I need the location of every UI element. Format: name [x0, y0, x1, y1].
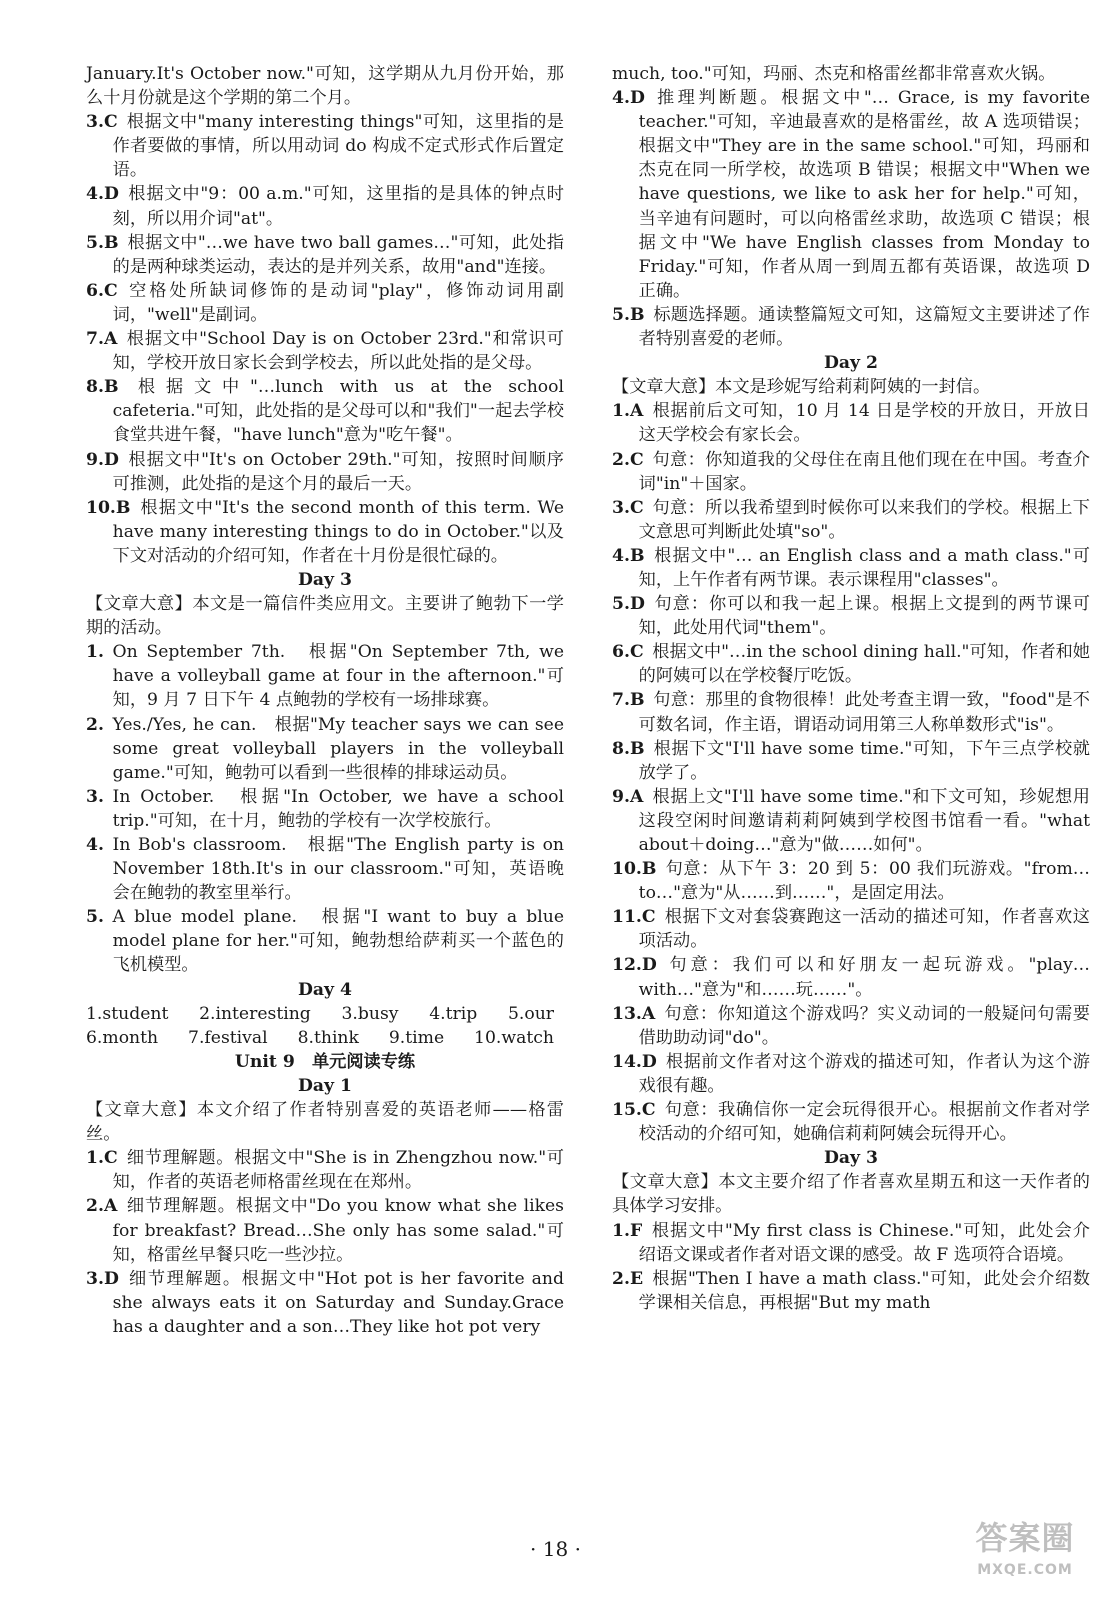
answer-number: 2.A	[86, 1196, 118, 1217]
answer-item	[612, 953, 1090, 1001]
answer-number: 9.A	[612, 786, 644, 807]
section-heading: Day 4	[298, 979, 352, 1000]
answer-text: On September 7th. 根据"On September 7th, we have a volleyball game at four in the afternoon."可知，9 月 7 日下午 4 点鲍勃的学校有一场排球赛。	[112, 642, 564, 711]
answer-text: 细节理解题。根据文中"Hot pot is her favorite and she always eats it on Saturday and Sunday.Grace has a daughter and a son…They like hot pot very	[112, 1268, 564, 1337]
answer-item	[86, 375, 564, 447]
word-answer: 9.time	[388, 1027, 445, 1048]
answer-text: 根据文中"School Day is on October 23rd."和常识可知，学校开放日家长会到学校去，所以此处指的是父母。	[112, 329, 564, 374]
answer-item	[86, 327, 564, 375]
paragraph: 【文章大意】本文主要介绍了作者喜欢星期五和这一天作者的具体学习安排。	[612, 1172, 1090, 1217]
answer-item	[612, 448, 1090, 496]
answer-item	[612, 688, 1090, 736]
answer-number: 8.B	[86, 377, 119, 398]
answer-item	[612, 737, 1090, 785]
answer-text: 根据文中"…we have two ball games…"可知，此处指的是两种球类运动，表达的是并列关系，故用"and"连接。	[112, 232, 564, 277]
paragraph: 【文章大意】本文是一篇信件类应用文。主要讲了鲍勃下一学期的活动。	[86, 594, 564, 639]
word-answers-row	[86, 1026, 564, 1050]
watermark-logo	[955, 1515, 1095, 1593]
answer-number: 5.	[86, 907, 104, 928]
answer-text: 句意：从下午 3：20 到 5：00 我们玩游戏。"from…to…"意为"从……到……"，是固定用法。	[638, 859, 1090, 904]
answer-text: 细节理解题。根据文中"Do you know what she likes for breakfast? Bread…She only has some salad."可知，格雷丝早餐只吃一些沙拉。	[112, 1196, 564, 1265]
answer-number: 13.A	[612, 1003, 656, 1024]
answer-item	[86, 496, 564, 568]
page-number: · 18 ·	[530, 1537, 581, 1561]
answer-item	[612, 1050, 1090, 1098]
answer-item	[612, 785, 1090, 857]
answer-number: 6.C	[86, 280, 118, 301]
answer-item	[612, 640, 1090, 688]
answer-number: 7.B	[612, 690, 645, 711]
answer-number: 1.A	[612, 401, 644, 422]
answer-text: 根据前文作者对这个游戏的描述可知，作者认为这个游戏很有趣。	[638, 1051, 1090, 1096]
answer-item	[612, 1267, 1090, 1315]
answer-item	[86, 448, 564, 496]
paragraph: much, too."可知，玛丽、杰克和格雷丝都非常喜欢火锅。	[612, 64, 1056, 84]
answer-item	[612, 399, 1090, 447]
word-answer: 5.our	[507, 1003, 554, 1024]
answer-number: 4.	[86, 835, 104, 855]
answer-number: 2.C	[612, 449, 644, 470]
answer-text: 句意：你可以和我一起上课。根据上文提到的两节课可知，此处用代词"them"。	[638, 594, 1090, 639]
paragraph: January.It's October now."可知，这学期从九月份开始，那么十月份就是这个学期的第二个月。	[86, 64, 564, 109]
answer-number: 2.E	[612, 1268, 644, 1289]
answer-item	[86, 279, 564, 327]
answer-item	[612, 1219, 1090, 1267]
answer-number: 15.C	[612, 1100, 656, 1121]
answer-item	[612, 592, 1090, 640]
answer-text: 根据文中"9：00 a.m."可知，这里指的是具体的钟点时刻，所以用介词"at"。	[112, 184, 564, 229]
answer-number: 1.C	[86, 1148, 118, 1169]
answer-number: 7.A	[86, 329, 118, 350]
section-heading: Unit 9 单元阅读专练	[234, 1051, 416, 1072]
answer-text: 根据文中"many interesting things"可知，这里指的是作者要做的事情，所以用动词 do 构成不定式形式作后置定语。	[112, 112, 564, 181]
answer-item	[86, 640, 564, 712]
answer-number: 9.D	[86, 449, 119, 470]
answer-text: 根据前后文可知，10 月 14 日是学校的开放日，开放日这天学校会有家长会。	[638, 401, 1090, 446]
answer-number: 4.B	[612, 545, 645, 566]
answer-text: 句意：你知道这个游戏吗？实义动词的一般疑问句需要借助助动词"do"。	[638, 1003, 1090, 1048]
answer-number: 5.D	[612, 594, 645, 615]
answer-item	[86, 1146, 564, 1194]
answer-item	[86, 110, 564, 182]
answer-item	[86, 1194, 564, 1266]
answer-item	[86, 785, 564, 833]
answer-item	[612, 1002, 1090, 1050]
answer-number: 4.D	[612, 88, 645, 109]
word-answer: 2.interesting	[199, 1003, 311, 1024]
answer-item	[86, 713, 564, 785]
answer-number: 11.C	[612, 907, 656, 928]
answer-text: 细节理解题。根据文中"She is in Zhengzhou now."可知，作者的英语老师格雷丝现在在郑州。	[112, 1148, 564, 1193]
answer-text: In Bob's classroom. 根据"The English party is on November 18th.It's in our classroom."可知，英语晚会在鲍勃的教室里举行。	[112, 835, 564, 904]
answer-item	[612, 857, 1090, 905]
answer-item	[86, 1267, 564, 1339]
answer-text: 空格处所缺词修饰的是动词"play"，修饰动词用副词，"well"是副词。	[112, 280, 564, 325]
answer-number: 3.C	[612, 497, 644, 518]
answer-number: 4.D	[86, 184, 119, 205]
answer-number: 12.D	[612, 955, 657, 976]
word-answer: 4.trip	[429, 1003, 478, 1024]
answer-text: 句意：我确信你一定会玩得很开心。根据前文作者对学校活动的介绍可知，她确信莉莉阿姨会玩得开心。	[638, 1100, 1090, 1145]
answer-text: 标题选择题。通读整篇短文可知，这篇短文主要讲述了作者特别喜爱的老师。	[638, 304, 1090, 350]
answer-number: 8.B	[612, 738, 645, 759]
answer-item	[86, 905, 564, 977]
answer-text: 句意：所以我希望到时候你可以来我们的学校。根据上下文意思可判断此处填"so"。	[638, 497, 1090, 542]
answer-text: 根据下文"I'll have some time."可知，下午三点学校就放学了。	[638, 738, 1090, 783]
word-answer: 1.student	[86, 1003, 169, 1024]
word-answer: 6.month	[86, 1027, 159, 1048]
word-answer: 10.watch	[474, 1027, 554, 1048]
section-heading: Day 2	[824, 353, 878, 374]
answer-text: 句意：你知道我的父母住在南且他们现在在中国。考查介词"in"＋国家。	[638, 449, 1090, 494]
section-heading: Day 3	[298, 569, 352, 590]
answer-item	[612, 1098, 1090, 1146]
answer-number: 6.C	[612, 642, 644, 663]
answer-number: 1.	[86, 642, 104, 663]
watermark-url: MXQE.COM	[977, 1562, 1073, 1578]
answer-text: 句意：我们可以和好朋友一起玩游戏。"play…with…"意为"和……玩……"。	[638, 955, 1090, 1000]
answer-text: A blue model plane. 根据"I want to buy a blue model plane for her."可知，鲍勃想给萨莉买一个蓝色的飞机模型。	[112, 907, 564, 976]
answer-item	[612, 86, 1090, 303]
answer-number: 3.D	[86, 1268, 119, 1289]
answer-number: 3.	[86, 786, 104, 807]
answer-text: 根据"Then I have a math class."可知，此处会介绍数学课相关信息，再根据"But my math	[638, 1268, 1090, 1313]
answer-text: 根据文中"It's the second month of this term. We have many interesting things to do in October."以及下文对活动的介绍可知，作者在十月份是很忙碌的。	[112, 497, 564, 566]
word-answer: 3.busy	[341, 1003, 399, 1024]
answer-item	[86, 231, 564, 279]
answer-text: 句意：那里的食物很棒！此处考查主谓一致，"food"是不可数名词，作主语，谓语动词用第三人称单数形式"is"。	[638, 690, 1090, 735]
answer-item	[612, 496, 1090, 544]
answer-item	[612, 905, 1090, 953]
answer-number: 10.B	[86, 497, 131, 518]
answer-text: 根据文中"My first class is Chinese."可知，此处会介绍语文课或者作者对语文课的感受。故 F 选项符合语境。	[638, 1220, 1090, 1265]
answer-number: 1.F	[612, 1220, 643, 1241]
answer-number: 2.	[86, 714, 104, 735]
answer-item	[612, 544, 1090, 592]
answer-text: 根据文中"… an English class and a math class."可知，上午作者有两节课。表示课程用"classes"。	[638, 545, 1090, 590]
left-column	[86, 62, 564, 1339]
section-heading: Day 1	[298, 1075, 352, 1096]
answer-text: Yes./Yes, he can. 根据"My teacher says we can see some great volleyball players in the volleyball game."可知，鲍勃可以看到一些很棒的排球运动员。	[112, 714, 564, 783]
word-answer: 8.think	[297, 1027, 359, 1048]
watermark-text: 答案圈	[975, 1519, 1075, 1557]
answer-text: 根据文中"…in the school dining hall."可知，作者和她的阿姨可以在学校餐厅吃饭。	[638, 642, 1090, 687]
answer-item	[86, 182, 564, 230]
section-heading: Day 3	[824, 1148, 878, 1169]
answer-number: 5.B	[612, 304, 645, 325]
answer-text: In October. 根据"In October, we have a school trip."可知，在十月，鲍勃的学校有一次学校旅行。	[112, 786, 564, 831]
answer-text: 根据文中"…lunch with us at the school cafeteria."可知，此处指的是父母可以和"我们"一起去学校食堂共进午餐，"have lunch"意为"吃午餐"。	[112, 377, 564, 446]
answer-text: 根据下文对套袋赛跑这一活动的描述可知，作者喜欢这项活动。	[638, 907, 1090, 952]
answer-item	[612, 303, 1090, 351]
answer-number: 14.D	[612, 1051, 657, 1072]
word-answer: 7.festival	[188, 1027, 268, 1048]
answer-number: 5.B	[86, 232, 119, 253]
word-answers-row	[86, 1002, 564, 1026]
answer-text: 根据上文"I'll have some time."和下文可知，珍妮想用这段空闲时间邀请莉莉阿姨到学校图书馆看一看。"what about＋doing…"意为"做……如何"。	[638, 786, 1090, 855]
right-column	[612, 62, 1090, 1315]
paragraph: 【文章大意】本文介绍了作者特别喜爱的英语老师——格雷丝。	[86, 1100, 564, 1145]
answer-number: 3.C	[86, 112, 118, 133]
answer-item	[86, 833, 564, 905]
answer-number: 10.B	[612, 859, 657, 880]
answer-text: 根据文中"It's on October 29th."可知，按照时间顺序可推测，此处指的是这个月的最后一天。	[112, 449, 564, 494]
answer-text: 推理判断题。根据文中"… Grace, is my favorite teacher."可知，辛迪最喜欢的是格雷丝，故 A 选项错误；根据文中"They are in the same school."可知，玛丽和杰克在同一所学校，故选项 B 错误；根据文中"When we have questions, we like to ask her for help."可知，当辛迪有问题时，可以向格雷丝求助，故选项 C 错误；根据文中"We have English classes from Monday to Friday."可知，作者从周一到周五都有英语课，故选项 D 正确。	[638, 88, 1090, 301]
paragraph: 【文章大意】本文是珍妮写给莉莉阿姨的一封信。	[612, 377, 991, 398]
